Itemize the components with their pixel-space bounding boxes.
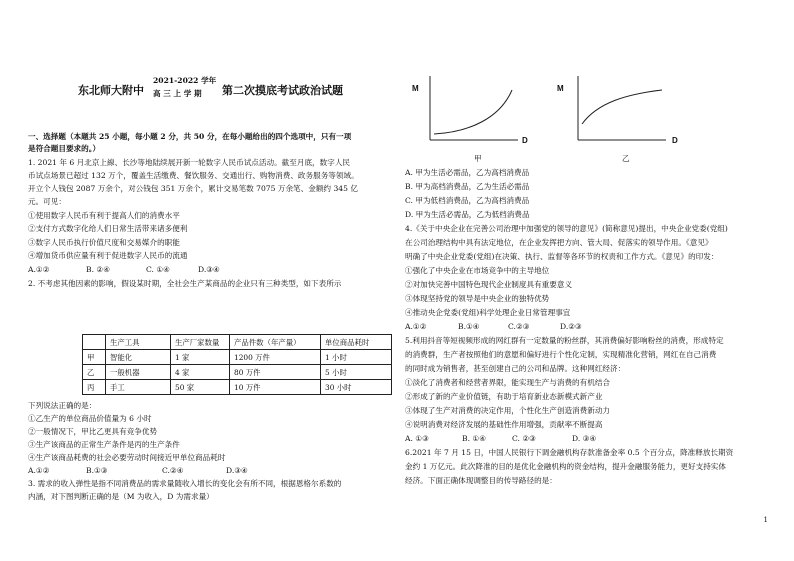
q1-line: 币试点场景已超过 132 万个，覆盖生活缴费、餐饮服务、交通出行、购物消费、政务服务等领域。 [28, 171, 359, 180]
school-term: 高 三 上 学 期 [153, 89, 202, 98]
graph-jia-curve [434, 90, 512, 134]
q2-option: ①乙生产的单位商品价值量为 6 小时 [28, 414, 152, 423]
q4-choice-a: A.①② [405, 322, 427, 331]
table-cell: 乙 [83, 365, 106, 380]
q5-option: ④说明消费对经济发展的基础性作用增强，贡献率不断提高 [405, 420, 603, 429]
table-cell: 1 小时 [321, 350, 392, 365]
q3-line: 3. 需求的收入弹性是指不同消费品的需求量随收入增长的变化会有所不同，根据恩格尔系数的 [28, 479, 342, 488]
graph-yi-caption: 乙 [622, 154, 630, 163]
q6-line: 经济。下面正确体现调整目的传导路径的是： [405, 476, 557, 485]
q1-option: ②支付方式数字化给人们日常生活带来诸多便利 [28, 224, 188, 233]
section-heading-cont: 是符合题目要求的。） [28, 144, 101, 153]
graph-jia-caption: 甲 [474, 154, 482, 163]
graph-yi-curve [582, 90, 662, 124]
q5-line: 5.利用抖音等短视频形成的网红群有一定数量的粉丝群，其消费偏好影响粉丝的消费，形成特定 [405, 336, 724, 345]
table-cell: 10 万件 [230, 380, 321, 395]
q5-choice-b: B. ①④ [462, 434, 487, 443]
table-cell: 甲 [83, 350, 106, 365]
q2-choice-c: C.②④ [162, 466, 184, 475]
q1-line: 1. 2021 年 6 月北京上線、长沙等地陆续展开新一轮数字人民币试点活动。截至月底，数字人民 [28, 158, 351, 167]
q2-line: 2. 不考虑其他因素的影响，假设某时期，全社会生产某商品的企业只有三种类型，如下表所示 [28, 279, 342, 288]
q5-option: ①淡化了消费者和经营者界限，能实现生产与消费的有机结合 [405, 378, 611, 387]
graph-yi-x-label: D [672, 136, 678, 145]
table-cell: 4 家 [171, 365, 230, 380]
school-name: 东北师大附中 [78, 84, 144, 97]
section-heading: 一、选择题（本题共 25 小题，每小题 2 分，共 50 分，在每小题给出的四个选项中，只有一项 [28, 132, 352, 141]
q3-option: D. 甲为生活必需品，乙为低档消费品 [405, 210, 530, 219]
q3-option: B. 甲为高档消费品，乙为生活必需品 [405, 182, 530, 191]
table-cell: 一般机器 [106, 365, 171, 380]
q1-choice-c: C. ①④ [146, 265, 170, 274]
table-header: 生产厂家数量 [171, 335, 230, 350]
q2-option: ②一般情况下，甲比乙更具有竞争优势 [28, 427, 158, 436]
q2-option: ④生产该商品耗费的社会必要劳动时间接近甲单位商品耗时 [28, 453, 226, 462]
q4-choice-b: B.①④ [458, 322, 480, 331]
exam-title: 第二次摸底考试政治试题 [222, 84, 343, 97]
graph-jia [400, 68, 540, 164]
table-cell: 80 万件 [230, 365, 321, 380]
q1-choice-d: D.③④ [198, 265, 220, 274]
page-number: 1 [763, 516, 768, 524]
graph-yi-y-label: M [557, 84, 564, 93]
table-cell: 手工 [106, 380, 171, 395]
table-cell: 1 家 [171, 350, 230, 365]
q6-line: 6.2021 年 7 月 15 日，中国人民银行下调金融机构存款准备金率 0.5 个百分点，降准释放长期资 [405, 448, 734, 457]
q4-option: ②对加快完善中国特色现代企业制度具有重要意义 [405, 280, 573, 289]
table-row [83, 365, 392, 380]
table-cell: 1200 万件 [230, 350, 321, 365]
q2-prompt: 下列说法正确的是： [28, 401, 97, 410]
table-header-row [83, 335, 392, 350]
q1-option: ④增加货币供应量有利于促进数字人民币的流通 [28, 251, 188, 260]
q3-line: 内涵，对下图判断正确的是（M 为收入，D 为需求量） [28, 492, 214, 501]
table-cell: 50 家 [171, 380, 230, 395]
graph-jia-x-label: D [522, 136, 528, 145]
table-header [83, 335, 106, 350]
table-header: 产品件数（年产量） [230, 335, 321, 350]
table-header: 单位商品耗时 [321, 335, 392, 350]
q1-option: ③数字人民币执行价值尺度和交易媒介的职能 [28, 238, 180, 247]
q6-line: 金约 1 万亿元。此次降准的目的是优化金融机构的资金结构，提升金融服务能力，更好支持实体 [405, 462, 726, 471]
q4-option: ③体现坚持党的领导是中央企业的独特优势 [405, 294, 550, 303]
table-row [83, 350, 392, 365]
table-cell: 丙 [83, 380, 106, 395]
q1-line: 元。可见： [28, 197, 66, 206]
q5-line: 的消费群，生产者按照他们的意愿和偏好进行个性化定制，实现精准化营销，网红在自己消费 [405, 350, 717, 359]
q1-option: ①使用数字人民币有利于提高人们的消费水平 [28, 211, 180, 220]
q4-choice-d: D.②③ [560, 322, 582, 331]
q3-option: A. 甲为生活必需品，乙为高档消费品 [405, 168, 530, 177]
q5-line: 的同时成为销售者，甚至创建自己的公司和品牌。这种网红经济： [405, 364, 626, 373]
q5-choice-c: C. ②③ [512, 434, 536, 443]
q2-choice-d: D.③④ [226, 466, 248, 475]
q4-option: ①强化了中央企业在市场竞争中的主导地位 [405, 266, 550, 275]
table-cell: 5 小时 [321, 365, 392, 380]
q1-choice-a: A.①② [28, 265, 50, 274]
q4-line: 在公司治理结构中具有法定地位，在企业发挥把方向、管大局、促落实的领导作用。《意见》 [405, 238, 713, 247]
q4-line: 4.《关于中央企业在完善公司治理中加强党的领导的意见》(简称意见)提出，中央企业党委(党组) [405, 224, 728, 233]
graph-yi [548, 68, 688, 164]
q2-choice-a: A.①② [28, 466, 50, 475]
table-header: 生产工具 [106, 335, 171, 350]
q5-choice-a: A. ①③ [405, 434, 429, 443]
q4-choice-c: C.②③ [508, 322, 530, 331]
q1-choice-b: B. ②④ [86, 265, 111, 274]
production-table [82, 334, 392, 395]
table-cell: 智能化 [106, 350, 171, 365]
table-cell: 30 小时 [321, 380, 392, 395]
q5-option: ③体现了生产对消费的决定作用，个性化生产创造消费新动力 [405, 406, 611, 415]
q5-choice-d: D. ③④ [572, 434, 597, 443]
school-year: 2021-2022 学年 [153, 76, 217, 85]
q1-line: 开立个人钱包 2087 万余个，对公钱包 351 万余个，累计交易笔数 7075 万余笔、金额约 345 亿 [28, 184, 358, 193]
graph-jia-y-label: M [412, 84, 419, 93]
q4-option: ④推动央企党委(党组)科学处理企业日常管理事宜 [405, 308, 571, 317]
q2-option: ③生产该商品的正常生产条件是丙的生产条件 [28, 440, 180, 449]
q4-line: 明确了中央企业党委(党组)在决策、执行、监督等各环节的权责和工作方式。《意见》的印发： [405, 252, 719, 261]
q2-choice-b: B.①③ [86, 466, 108, 475]
q5-option: ②形成了新的产业价值链，有助于培育新业态新模式新产业 [405, 392, 603, 401]
table-row [83, 380, 392, 395]
q3-option: C. 甲为低档消费品，乙为高档消费品 [405, 196, 530, 205]
